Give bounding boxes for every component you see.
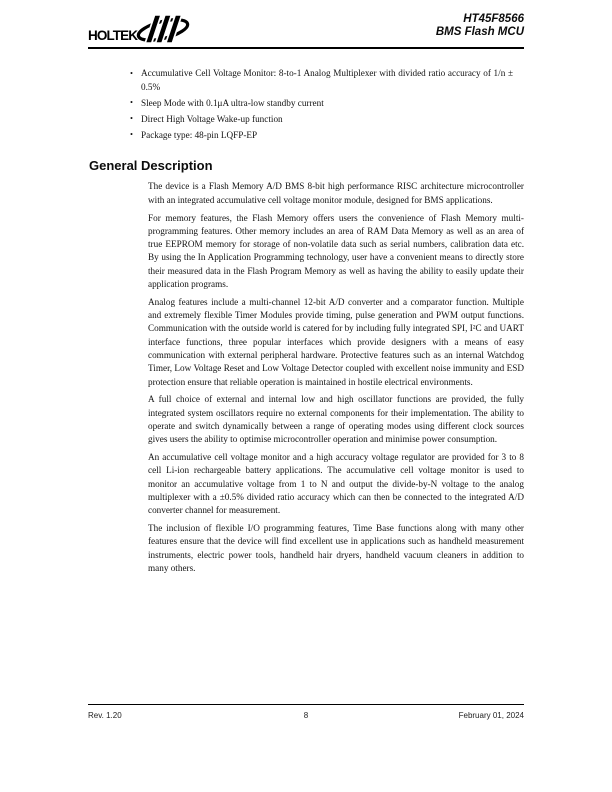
part-number: HT45F8566 (463, 13, 524, 25)
feature-item: • Sleep Mode with 0.1μA ultra-low standby current (141, 97, 513, 111)
paragraph: The device is a Flash Memory A/D BMS 8-bit high performance RISC architecture microcontroller with an integrated accumulative cell voltage monitor module, designed for BMS applications. (148, 181, 524, 205)
date-label: February 01, 2024 (458, 711, 524, 720)
product-family: BMS Flash MCU (435, 25, 524, 38)
holtek-logo-mark-icon (133, 12, 193, 46)
paragraph: Analog features include a multi-channel 12-bit A/D converter and a comparator function. Multiple and extremely flexible Timer Modules provide timing, pulse generation and PWM output functions. Communication with the outside world is catered for by including fully integrated SPI, I²C and UART interface functions, three popular interfaces which provide designers with a means of easy communication with external peripheral hardware. Protective features such as an internal Watchdog Timer, Low Voltage Reset and Low Voltage Detector coupled with excellent noise immunity and ESD protection ensure that reliable operation is maintained in hostile electrical environments. (148, 296, 524, 387)
feature-item: • Accumulative Cell Voltage Monitor: 8-to-1 Analog Multiplexer with divided ratio accuracy of 1/n ± 0.5% (141, 67, 513, 94)
paragraph: For memory features, the Flash Memory offers users the convenience of Flash Memory multi-programming features. Other memory includes an area of RAM Data Memory as well as an area of true EEPROM memory for storage of non-volatile data such as serial numbers, calibration data etc. By using the In Application Programming technology, user have a convenient means to directly store their measured data in the Flash Program Memory as well as having the ability to easily update their application programs. (148, 212, 524, 290)
page-footer (88, 704, 524, 720)
header-titles (436, 12, 524, 38)
holtek-logo-text: HOLTEK (88, 27, 138, 43)
paragraph: A full choice of external and internal low and high oscillator functions are provided, the fully integrated system oscillators require no external components for their implementation. The ability to operate and switch dynamically between a range of operating modes using different clock sources gives users the ability to optimise microcontroller operation and minimise power consumption. (148, 394, 524, 445)
holtek-logo (88, 12, 193, 46)
general-description-body (88, 180, 524, 575)
feature-item: • Package type: 48-pin LQFP-EP (141, 129, 513, 143)
page-number: 8 (303, 711, 309, 720)
feature-item: • Direct High Voltage Wake-up function (141, 113, 513, 127)
paragraph: An accumulative cell voltage monitor and a high accuracy voltage regulator are provided for 3 to 8 cell Li-ion rechargeable battery applications. The accumulative cell voltage monitor is used to monitor an accumulative voltage from 1 to N and output the divide-by-N voltage to the analog multiplexer with a ±0.5% divided ratio accuracy which can then be connected to the integrated A/D converter channel for measurement. (148, 452, 524, 516)
footer-row (88, 705, 524, 720)
general-description-heading: General Description (89, 158, 213, 174)
revision-label: Rev. 1.20 (88, 711, 122, 720)
header-divider (88, 47, 524, 49)
feature-list (88, 67, 524, 142)
paragraph: The inclusion of flexible I/O programming features, Time Base functions along with many other features ensure that the device will find excellent use in applications such as handheld measurement instruments, electric power tools, handheld hair dryers, handheld vacuum cleaners in addition to many others. (148, 523, 524, 573)
page-content (88, 0, 524, 580)
page-header (88, 0, 524, 45)
